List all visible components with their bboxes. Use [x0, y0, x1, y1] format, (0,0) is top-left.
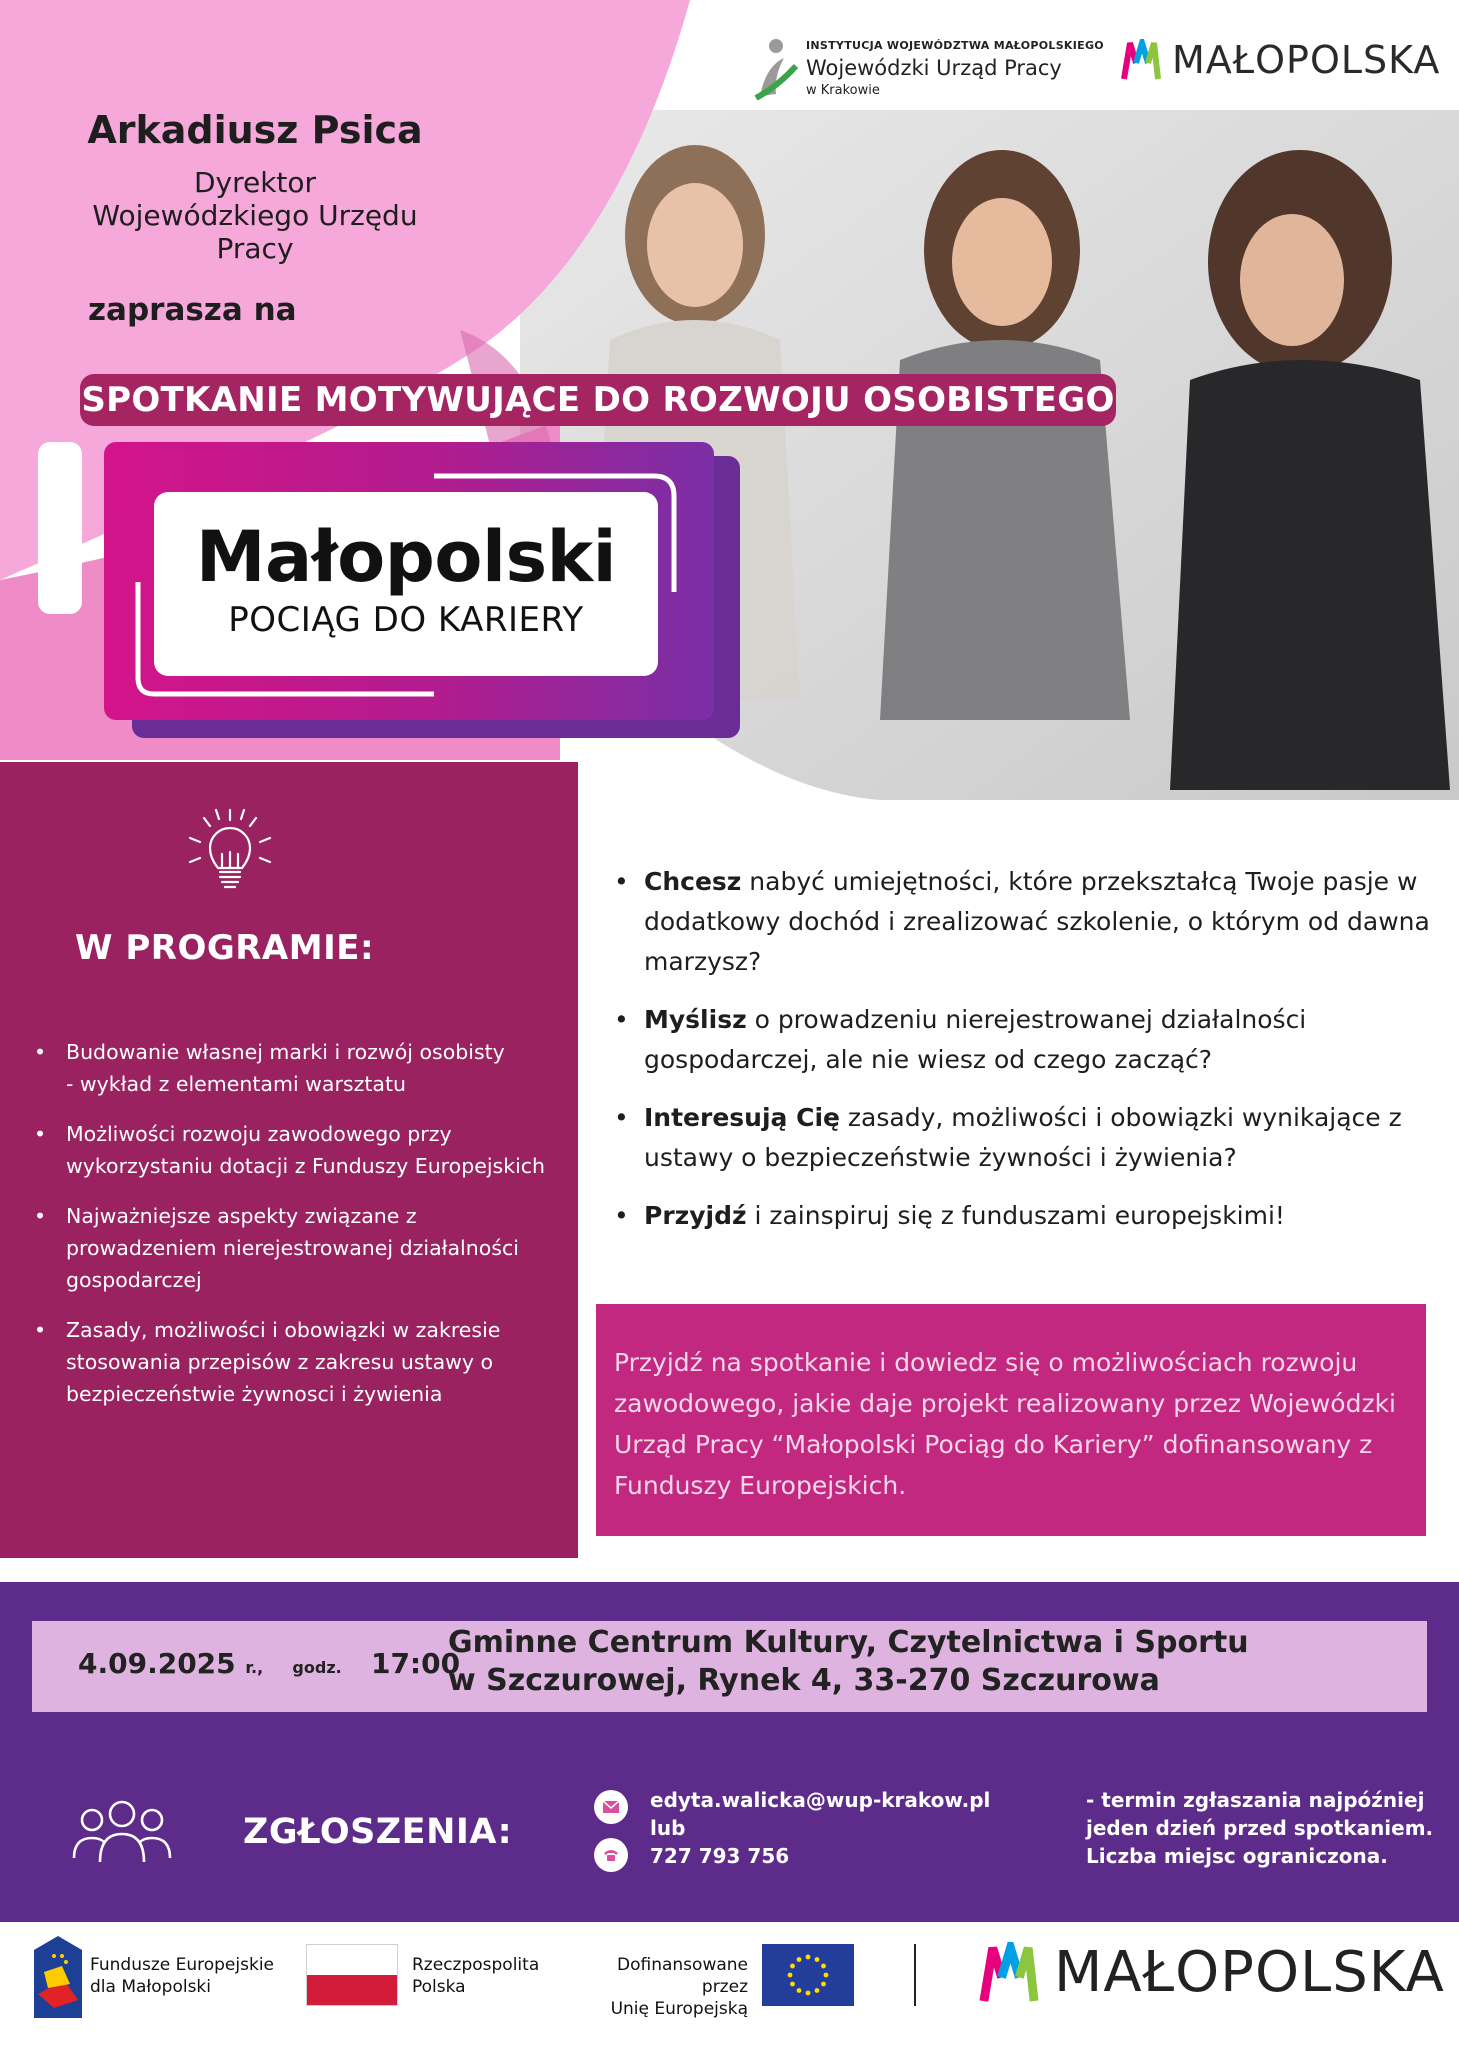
event-datetime — [78, 1647, 460, 1680]
footer-divider — [914, 1944, 916, 2006]
event-place — [448, 1624, 1249, 1700]
malopolska-logo-top — [1120, 38, 1440, 82]
deadline-line: jeden dzień przed spotkaniem. — [1086, 1816, 1434, 1840]
project-info-box: Przyjdź na spotkanie i dowiedz się o możliwościach rozwoju zawodowego, jakie daje projekt realizowany przez Wojewódzki Urząd Pracy “Małopolski Pociąg do Kariery” dofinansowany z Funduszy Europejskich. — [596, 1304, 1426, 1536]
wup-name: Wojewódzki Urząd Pracy — [806, 55, 1062, 80]
phone-icon — [594, 1838, 628, 1872]
contact-phone[interactable]: 727 793 756 — [650, 1844, 790, 1868]
host-name: Arkadiusz Psica — [87, 108, 423, 152]
envelope-icon — [602, 1800, 620, 1814]
question-list — [612, 862, 1432, 1254]
program-heading: W PROGRAMIE: — [75, 928, 375, 968]
event-date-suffix: r., — [245, 1658, 264, 1677]
program-item: • Zasady, możliwości i obowiązki w zakresie stosowania przepisów z zakresu ustawy o bezpieczeństwie żywnosci i żywienia — [30, 1314, 550, 1410]
event-place-line: w Szczurowej, Rynek 4, 33-270 Szczurowa — [448, 1663, 1160, 1698]
question-text: zasady, możliwości i obowiązki wynikające z ustawy o bezpieczeństwie żywności i żywienia? — [644, 1103, 1402, 1172]
question-item — [612, 1000, 1432, 1080]
eu-cofunding-text — [572, 1954, 748, 2020]
brand-title: Małopolski — [195, 516, 617, 598]
wup-city: w Krakowie — [806, 82, 880, 98]
contact-details — [650, 1786, 990, 1870]
question-lead: Chcesz — [644, 867, 742, 896]
event-place-line: Gminne Centrum Kultury, Czytelnictwa i Sportu — [448, 1625, 1249, 1660]
question-text: nabyć umiejętności, które przekształcą Twoje pasje w dodatkowy dochód i zrealizować szkolenie, o którym od dawna marzysz? — [644, 867, 1430, 976]
contact-email[interactable]: edyta.walicka@wup-krakow.pl — [650, 1788, 991, 1812]
footer-text-line: Unię Europejską — [610, 1999, 748, 2019]
footer-text-line: Polska — [412, 1977, 466, 1997]
footer-text-line: Rzeczpospolita — [412, 1955, 540, 1975]
poland-text — [412, 1954, 539, 1998]
question-item — [612, 862, 1432, 982]
question-lead: Przyjdź — [644, 1201, 747, 1230]
question-item — [612, 1196, 1432, 1236]
brand-subtitle: POCIĄG DO KARIERY — [228, 600, 584, 640]
question-lead: Myślisz — [644, 1005, 747, 1034]
event-banner: SPOTKANIE MOTYWUJĄCE DO ROZWOJU OSOBISTEGO — [80, 374, 1116, 426]
question-lead: Interesują Cię — [644, 1103, 840, 1132]
deadline-line: Liczba miejsc ograniczona. — [1086, 1844, 1388, 1868]
malopolska-m-icon — [978, 1942, 1040, 2004]
eu-funds-logo-icon — [34, 1936, 82, 2018]
people-group-icon — [70, 1796, 174, 1866]
malopolska-logo-bottom — [978, 1940, 1445, 2005]
eu-funds-text — [90, 1954, 274, 1998]
question-item — [612, 1098, 1432, 1178]
event-time-label: godz. — [292, 1658, 342, 1677]
program-list — [30, 1036, 550, 1428]
brand-box — [154, 492, 658, 676]
eu-flag-icon — [762, 1944, 854, 2006]
host-role-line: Pracy — [216, 232, 294, 265]
deadline-line: - termin zgłaszania najpóźniej — [1086, 1788, 1425, 1812]
program-item: • Budowanie własnej marki i rozwój osobisty - wykład z elementami warsztatu — [30, 1036, 550, 1100]
footer-text-line: Fundusze Europejskie — [90, 1955, 274, 1975]
host-role — [60, 166, 450, 265]
event-date: 4.09.2025 — [78, 1647, 236, 1680]
wup-institution: INSTYTUCJA WOJEWÓDZTWA MAŁOPOLSKIEGO — [806, 38, 1104, 52]
registration-deadline — [1086, 1786, 1433, 1870]
event-time: 17:00 — [370, 1647, 461, 1680]
host-role-line: Wojewódzkiego Urzędu — [92, 199, 418, 232]
wup-logo — [752, 26, 1104, 110]
mail-icon — [594, 1790, 628, 1824]
question-text: i zainspiruj się z funduszami europejskimi! — [746, 1201, 1285, 1230]
contact-or: lub — [650, 1816, 686, 1840]
program-item: • Najważniejsze aspekty związane z prowadzeniem nierejestrowanej działalności gospodarczej — [30, 1200, 550, 1296]
malopolska-m-icon — [1120, 39, 1162, 81]
decorative-tab — [38, 442, 82, 614]
invites-text: zaprasza na — [88, 292, 297, 328]
malopolska-wordmark: MAŁOPOLSKA — [1172, 38, 1441, 82]
footer-text-line: Dofinansowane przez — [617, 1955, 748, 1997]
question-text: o prowadzeniu nierejestrowanej działalności gospodarczej, ale nie wiesz od czego zacząć? — [644, 1005, 1307, 1074]
host-role-line: Dyrektor — [193, 166, 317, 199]
footer-text-line: dla Małopolski — [90, 1977, 211, 1997]
registration-heading: ZGŁOSZENIA: — [243, 1812, 513, 1852]
wup-emblem-icon — [752, 36, 798, 100]
telephone-icon — [602, 1847, 620, 1863]
lightbulb-icon — [182, 806, 278, 898]
malopolska-wordmark: MAŁOPOLSKA — [1054, 1940, 1445, 2005]
program-item: • Możliwości rozwoju zawodowego przy wykorzystaniu dotacji z Funduszy Europejskich — [30, 1118, 550, 1182]
poland-flag-icon — [306, 1944, 398, 2006]
